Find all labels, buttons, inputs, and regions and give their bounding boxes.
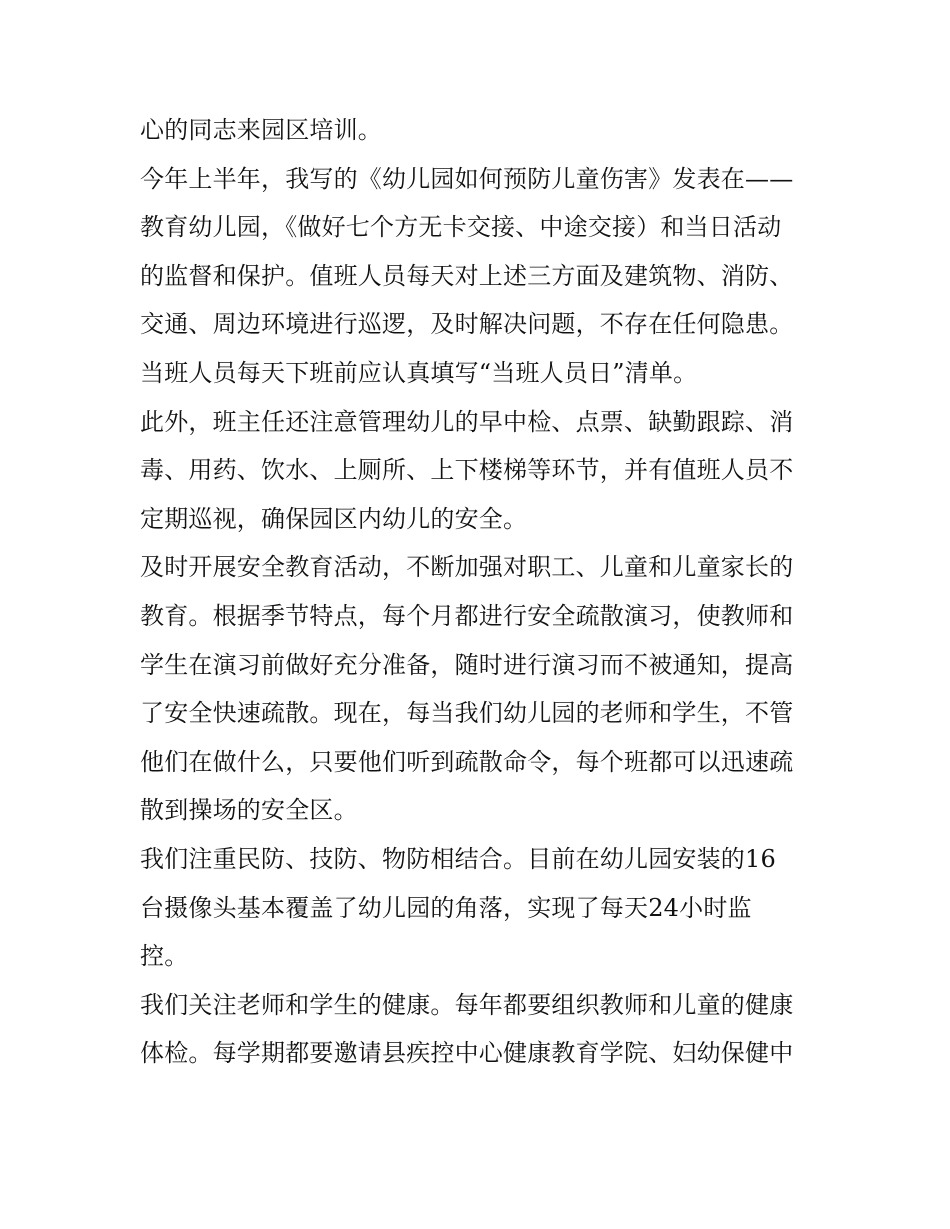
text-line: 当班人员每天下班前应认真填写“当班人员日”清单。	[140, 358, 698, 387]
text-line: 教育幼儿园，《做好七个方无卡交接、中途交接）和当日活动	[140, 213, 782, 242]
text-line: 学生在演习前做好充分准备，随时进行演习而不被通知，提高	[140, 650, 794, 679]
text-line: 了安全快速疏散。现在，每当我们幼儿园的老师和学生，不管	[140, 699, 794, 728]
text-line: 及时开展安全教育活动，不断加强对职工、儿童和儿童家长的	[140, 553, 794, 582]
text-line: 此外，班主任还注意管理幼儿的早中检、点票、缺勤跟踪、消	[140, 407, 794, 436]
text-line: 散到操场的安全区。	[140, 796, 358, 825]
text-line: 教育。根据季节特点，每个月都进行安全疏散演习，使教师和	[140, 601, 794, 630]
text-line: 今年上半年，我写的《幼儿园如何预防儿童伤害》发表在——	[140, 164, 794, 193]
text-line: 心的同志来园区培训。	[140, 116, 382, 144]
text-line: 台摄像头基本覆盖了幼儿园的角落，实现了每天24小时监	[140, 893, 752, 922]
document-body	[140, 106, 830, 1078]
text-line: 我们关注老师和学生的健康。每年都要组织教师和儿童的健康	[140, 990, 794, 1019]
text-line: 交通、周边环境进行巡逻，及时解决问题，不存在任何隐患。	[140, 310, 794, 339]
text-line: 我们注重民防、技防、物防相结合。目前在幼儿园安装的16	[140, 844, 776, 873]
text-line: 的监督和保护。值班人员每天对上述三方面及建筑物、消防、	[140, 261, 794, 290]
text-line: 他们在做什么，只要他们听到疏散命令，每个班都可以迅速疏	[140, 747, 794, 776]
text-line: 毒、用药、饮水、上厕所、上下楼梯等环节，并有值班人员不	[140, 456, 794, 485]
text-line: 体检。每学期都要邀请县疾控中心健康教育学院、妇幼保健中	[140, 1039, 794, 1068]
text-line: 定期巡视，确保园区内幼儿的安全。	[140, 504, 528, 533]
text-line: 控。	[140, 942, 189, 971]
